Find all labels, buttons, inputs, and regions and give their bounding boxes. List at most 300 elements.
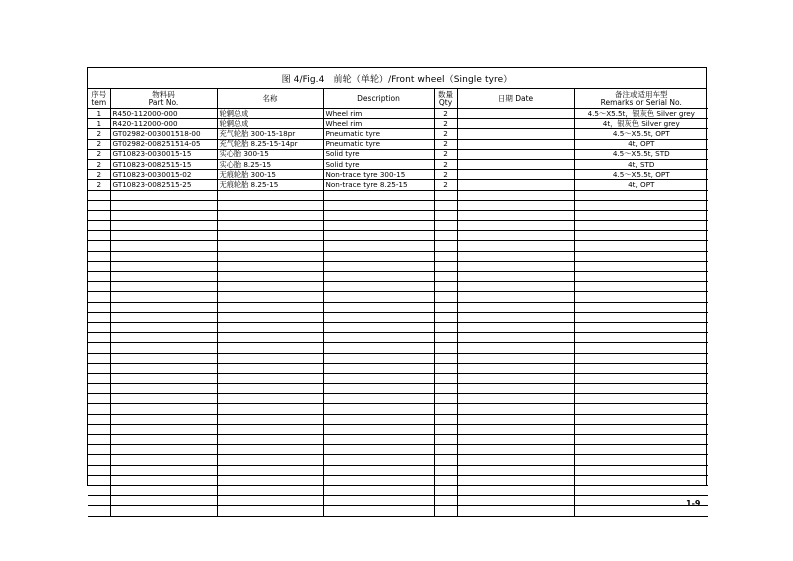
cell-name xyxy=(217,455,323,465)
cell-qty: 2 xyxy=(434,139,457,149)
table-row xyxy=(88,149,708,159)
cell-qty xyxy=(434,231,457,241)
cell-part-no xyxy=(110,424,217,434)
cell-name xyxy=(217,241,323,251)
cell-description xyxy=(323,404,434,414)
cell-seq xyxy=(88,353,110,363)
cell-part-no xyxy=(110,261,217,271)
cell-description: Non-trace tyre 300-15 xyxy=(323,170,434,180)
cell-qty xyxy=(434,221,457,231)
cell-qty xyxy=(434,424,457,434)
cell-description: Wheel rim xyxy=(323,109,434,119)
cell-part-no: GT10823-0030015-02 xyxy=(110,170,217,180)
cell-description xyxy=(323,272,434,282)
cell-remarks xyxy=(574,272,708,282)
cell-remarks xyxy=(574,485,708,495)
cell-qty xyxy=(434,496,457,506)
cell-name xyxy=(217,414,323,424)
cell-remarks xyxy=(574,221,708,231)
cell-seq xyxy=(88,485,110,495)
cell-description xyxy=(323,251,434,261)
empty-table-row xyxy=(88,292,708,302)
cell-description xyxy=(323,302,434,312)
cell-part-no: GT10823-0030015-15 xyxy=(110,149,217,159)
cell-remarks xyxy=(574,210,708,220)
cell-remarks xyxy=(574,241,708,251)
cell-seq xyxy=(88,424,110,434)
cell-seq xyxy=(88,312,110,322)
cell-seq xyxy=(88,231,110,241)
cell-remarks xyxy=(574,333,708,343)
cell-remarks: 4t, STD xyxy=(574,159,708,169)
cell-name: 无痕轮胎 8.25-15 xyxy=(217,180,323,190)
cell-name xyxy=(217,445,323,455)
cell-part-no: GT10823-0082515-15 xyxy=(110,159,217,169)
empty-table-row xyxy=(88,373,708,383)
cell-date xyxy=(457,485,574,495)
cell-description xyxy=(323,190,434,200)
cell-description xyxy=(323,261,434,271)
empty-table-row xyxy=(88,221,708,231)
cell-seq xyxy=(88,251,110,261)
cell-part-no xyxy=(110,465,217,475)
empty-table-row xyxy=(88,404,708,414)
cell-name xyxy=(217,435,323,445)
cell-date xyxy=(457,506,574,516)
header-seq: 序号 tem xyxy=(88,89,110,109)
cell-qty xyxy=(434,353,457,363)
cell-description xyxy=(323,200,434,210)
cell-remarks: 4.5～X5.5t, OPT xyxy=(574,170,708,180)
table-row xyxy=(88,159,708,169)
empty-table-row xyxy=(88,384,708,394)
cell-name xyxy=(217,353,323,363)
table-row xyxy=(88,170,708,180)
cell-name xyxy=(217,210,323,220)
cell-part-no xyxy=(110,475,217,485)
cell-name xyxy=(217,363,323,373)
cell-description xyxy=(323,496,434,506)
cell-date xyxy=(457,159,574,169)
header-remarks: 备注或适用车型 Remarks or Serial No. xyxy=(574,89,708,109)
cell-qty: 2 xyxy=(434,159,457,169)
cell-date xyxy=(457,445,574,455)
cell-name xyxy=(217,322,323,332)
cell-qty xyxy=(434,475,457,485)
cell-part-no xyxy=(110,384,217,394)
cell-name xyxy=(217,496,323,506)
cell-name xyxy=(217,333,323,343)
cell-seq xyxy=(88,282,110,292)
cell-qty xyxy=(434,394,457,404)
cell-remarks xyxy=(574,231,708,241)
cell-description xyxy=(323,414,434,424)
cell-date xyxy=(457,210,574,220)
cell-description xyxy=(323,221,434,231)
cell-date xyxy=(457,333,574,343)
cell-description xyxy=(323,445,434,455)
cell-date xyxy=(457,170,574,180)
cell-seq xyxy=(88,221,110,231)
cell-date xyxy=(457,200,574,210)
cell-description: Solid tyre xyxy=(323,159,434,169)
cell-seq xyxy=(88,333,110,343)
cell-qty: 2 xyxy=(434,129,457,139)
cell-part-no: R420-112000-000 xyxy=(110,119,217,129)
empty-table-row xyxy=(88,210,708,220)
cell-name xyxy=(217,200,323,210)
cell-part-no xyxy=(110,496,217,506)
empty-table-row xyxy=(88,455,708,465)
cell-seq xyxy=(88,506,110,516)
empty-table-row xyxy=(88,261,708,271)
empty-table-row xyxy=(88,465,708,475)
cell-date xyxy=(457,394,574,404)
cell-qty: 2 xyxy=(434,180,457,190)
empty-table-row xyxy=(88,282,708,292)
empty-table-row xyxy=(88,312,708,322)
cell-qty xyxy=(434,200,457,210)
table-body xyxy=(88,109,708,517)
cell-name: 实心胎 300-15 xyxy=(217,149,323,159)
cell-qty xyxy=(434,292,457,302)
cell-name: 充气轮胎 8.25-15-14pr xyxy=(217,139,323,149)
header-part-no: 物料码 Part No. xyxy=(110,89,217,109)
cell-qty xyxy=(434,272,457,282)
parts-list-sheet xyxy=(87,67,707,486)
cell-date xyxy=(457,231,574,241)
cell-remarks xyxy=(574,384,708,394)
cell-part-no: R450-112000-000 xyxy=(110,109,217,119)
cell-part-no: GT02982-008251514-05 xyxy=(110,139,217,149)
cell-part-no xyxy=(110,190,217,200)
table-row xyxy=(88,180,708,190)
cell-seq xyxy=(88,302,110,312)
cell-seq xyxy=(88,435,110,445)
cell-part-no xyxy=(110,302,217,312)
cell-date xyxy=(457,404,574,414)
cell-remarks: 4t, OPT xyxy=(574,180,708,190)
cell-description xyxy=(323,282,434,292)
empty-table-row xyxy=(88,435,708,445)
header-qty: 数量 Qty xyxy=(434,89,457,109)
empty-table-row xyxy=(88,200,708,210)
cell-name xyxy=(217,343,323,353)
cell-qty xyxy=(434,363,457,373)
empty-table-row xyxy=(88,333,708,343)
empty-table-row xyxy=(88,506,708,516)
cell-part-no xyxy=(110,394,217,404)
cell-seq xyxy=(88,475,110,485)
cell-qty xyxy=(434,241,457,251)
cell-qty xyxy=(434,322,457,332)
parts-table xyxy=(88,89,708,517)
cell-date xyxy=(457,496,574,506)
cell-date xyxy=(457,455,574,465)
cell-seq xyxy=(88,445,110,455)
cell-description: Non-trace tyre 8.25-15 xyxy=(323,180,434,190)
cell-seq xyxy=(88,322,110,332)
empty-table-row xyxy=(88,496,708,506)
cell-seq xyxy=(88,455,110,465)
page-number: 1-9 xyxy=(686,499,701,508)
cell-description xyxy=(323,292,434,302)
cell-date xyxy=(457,363,574,373)
cell-seq: 1 xyxy=(88,119,110,129)
cell-description xyxy=(323,363,434,373)
empty-table-row xyxy=(88,363,708,373)
cell-part-no xyxy=(110,231,217,241)
cell-seq: 2 xyxy=(88,129,110,139)
cell-part-no xyxy=(110,282,217,292)
cell-name xyxy=(217,465,323,475)
cell-date xyxy=(457,414,574,424)
cell-seq xyxy=(88,272,110,282)
cell-name: 轮辋总成 xyxy=(217,119,323,129)
empty-table-row xyxy=(88,445,708,455)
cell-description xyxy=(323,485,434,495)
cell-part-no xyxy=(110,445,217,455)
cell-qty xyxy=(434,384,457,394)
cell-part-no xyxy=(110,221,217,231)
cell-seq: 2 xyxy=(88,149,110,159)
empty-table-row xyxy=(88,475,708,485)
cell-name xyxy=(217,221,323,231)
cell-remarks xyxy=(574,394,708,404)
cell-name xyxy=(217,272,323,282)
cell-date xyxy=(457,435,574,445)
cell-qty xyxy=(434,210,457,220)
cell-description xyxy=(323,465,434,475)
cell-remarks xyxy=(574,251,708,261)
cell-qty xyxy=(434,190,457,200)
cell-qty xyxy=(434,282,457,292)
cell-qty xyxy=(434,485,457,495)
cell-qty xyxy=(434,373,457,383)
cell-description xyxy=(323,373,434,383)
empty-table-row xyxy=(88,394,708,404)
cell-date xyxy=(457,241,574,251)
cell-name xyxy=(217,312,323,322)
cell-part-no xyxy=(110,414,217,424)
cell-qty: 2 xyxy=(434,149,457,159)
cell-date xyxy=(457,322,574,332)
cell-name: 无痕轮胎 300-15 xyxy=(217,170,323,180)
cell-description: Solid tyre xyxy=(323,149,434,159)
cell-remarks xyxy=(574,363,708,373)
cell-description xyxy=(323,435,434,445)
empty-table-row xyxy=(88,414,708,424)
cell-seq xyxy=(88,404,110,414)
cell-description xyxy=(323,475,434,485)
cell-part-no: GT10823-0082515-25 xyxy=(110,180,217,190)
cell-name: 实心胎 8.25-15 xyxy=(217,159,323,169)
cell-part-no: GT02982-003001518-00 xyxy=(110,129,217,139)
cell-qty xyxy=(434,414,457,424)
cell-date xyxy=(457,119,574,129)
cell-description xyxy=(323,343,434,353)
cell-remarks xyxy=(574,373,708,383)
cell-qty: 2 xyxy=(434,119,457,129)
cell-name: 充气轮胎 300-15-18pr xyxy=(217,129,323,139)
cell-remarks xyxy=(574,465,708,475)
table-row xyxy=(88,129,708,139)
empty-table-row xyxy=(88,353,708,363)
cell-qty: 2 xyxy=(434,170,457,180)
cell-description xyxy=(323,353,434,363)
cell-name xyxy=(217,506,323,516)
cell-qty xyxy=(434,435,457,445)
cell-date xyxy=(457,475,574,485)
cell-qty xyxy=(434,333,457,343)
cell-name xyxy=(217,190,323,200)
cell-part-no xyxy=(110,404,217,414)
cell-date xyxy=(457,424,574,434)
cell-qty xyxy=(434,343,457,353)
cell-qty xyxy=(434,404,457,414)
cell-date xyxy=(457,149,574,159)
cell-seq xyxy=(88,241,110,251)
cell-name xyxy=(217,373,323,383)
cell-qty xyxy=(434,251,457,261)
cell-date xyxy=(457,272,574,282)
cell-name xyxy=(217,404,323,414)
cell-description xyxy=(323,210,434,220)
cell-remarks: 4.5～X5.5t, STD xyxy=(574,149,708,159)
cell-date xyxy=(457,139,574,149)
cell-description: Pneumatic tyre xyxy=(323,139,434,149)
cell-qty xyxy=(434,261,457,271)
cell-remarks: 4.5～X5.5t, OPT xyxy=(574,129,708,139)
cell-part-no xyxy=(110,312,217,322)
cell-qty xyxy=(434,312,457,322)
table-row xyxy=(88,109,708,119)
cell-part-no xyxy=(110,322,217,332)
empty-table-row xyxy=(88,241,708,251)
cell-seq xyxy=(88,210,110,220)
cell-date xyxy=(457,190,574,200)
cell-part-no xyxy=(110,435,217,445)
cell-remarks xyxy=(574,200,708,210)
cell-date xyxy=(457,292,574,302)
cell-description xyxy=(323,506,434,516)
cell-name xyxy=(217,485,323,495)
cell-date xyxy=(457,109,574,119)
cell-part-no xyxy=(110,353,217,363)
cell-seq xyxy=(88,363,110,373)
cell-name xyxy=(217,251,323,261)
header-name: 名称 xyxy=(217,89,323,109)
empty-table-row xyxy=(88,272,708,282)
cell-name xyxy=(217,302,323,312)
cell-part-no xyxy=(110,251,217,261)
empty-table-row xyxy=(88,485,708,495)
cell-part-no xyxy=(110,485,217,495)
cell-date xyxy=(457,282,574,292)
cell-seq: 2 xyxy=(88,180,110,190)
cell-date xyxy=(457,353,574,363)
cell-date xyxy=(457,312,574,322)
cell-name xyxy=(217,261,323,271)
figure-title: 图 4/Fig.4 前轮（单轮）/Front wheel（Single tyre） xyxy=(88,68,706,89)
cell-date xyxy=(457,261,574,271)
empty-table-row xyxy=(88,343,708,353)
empty-table-row xyxy=(88,251,708,261)
cell-seq xyxy=(88,414,110,424)
cell-qty xyxy=(434,455,457,465)
cell-seq: 2 xyxy=(88,170,110,180)
cell-remarks xyxy=(574,435,708,445)
cell-remarks xyxy=(574,190,708,200)
cell-date xyxy=(457,343,574,353)
cell-date xyxy=(457,251,574,261)
cell-name xyxy=(217,384,323,394)
cell-remarks xyxy=(574,445,708,455)
empty-table-row xyxy=(88,190,708,200)
cell-remarks xyxy=(574,292,708,302)
cell-description xyxy=(323,333,434,343)
cell-seq xyxy=(88,384,110,394)
cell-remarks xyxy=(574,414,708,424)
cell-name xyxy=(217,282,323,292)
empty-table-row xyxy=(88,322,708,332)
cell-qty xyxy=(434,302,457,312)
cell-seq: 1 xyxy=(88,109,110,119)
table-header-row xyxy=(88,89,708,109)
cell-remarks: 4t，银灰色 Silver grey xyxy=(574,119,708,129)
cell-seq xyxy=(88,373,110,383)
cell-remarks xyxy=(574,343,708,353)
cell-part-no xyxy=(110,373,217,383)
cell-part-no xyxy=(110,210,217,220)
cell-description xyxy=(323,231,434,241)
table-row xyxy=(88,139,708,149)
header-date: 日期 Date xyxy=(457,89,574,109)
cell-part-no xyxy=(110,241,217,251)
cell-date xyxy=(457,302,574,312)
empty-table-row xyxy=(88,231,708,241)
cell-seq xyxy=(88,261,110,271)
cell-part-no xyxy=(110,272,217,282)
cell-date xyxy=(457,465,574,475)
cell-part-no xyxy=(110,363,217,373)
cell-part-no xyxy=(110,292,217,302)
cell-seq: 2 xyxy=(88,159,110,169)
empty-table-row xyxy=(88,302,708,312)
cell-remarks xyxy=(574,282,708,292)
cell-description xyxy=(323,384,434,394)
cell-part-no xyxy=(110,506,217,516)
cell-remarks xyxy=(574,261,708,271)
cell-date xyxy=(457,373,574,383)
cell-description xyxy=(323,322,434,332)
cell-remarks xyxy=(574,404,708,414)
cell-qty: 2 xyxy=(434,109,457,119)
header-description: Description xyxy=(323,89,434,109)
cell-date xyxy=(457,180,574,190)
cell-seq xyxy=(88,496,110,506)
cell-part-no xyxy=(110,200,217,210)
cell-part-no xyxy=(110,455,217,465)
empty-table-row xyxy=(88,424,708,434)
cell-date xyxy=(457,129,574,139)
cell-seq xyxy=(88,190,110,200)
cell-description: Pneumatic tyre xyxy=(323,129,434,139)
cell-seq xyxy=(88,343,110,353)
cell-description xyxy=(323,424,434,434)
cell-name: 轮辋总成 xyxy=(217,109,323,119)
cell-date xyxy=(457,384,574,394)
